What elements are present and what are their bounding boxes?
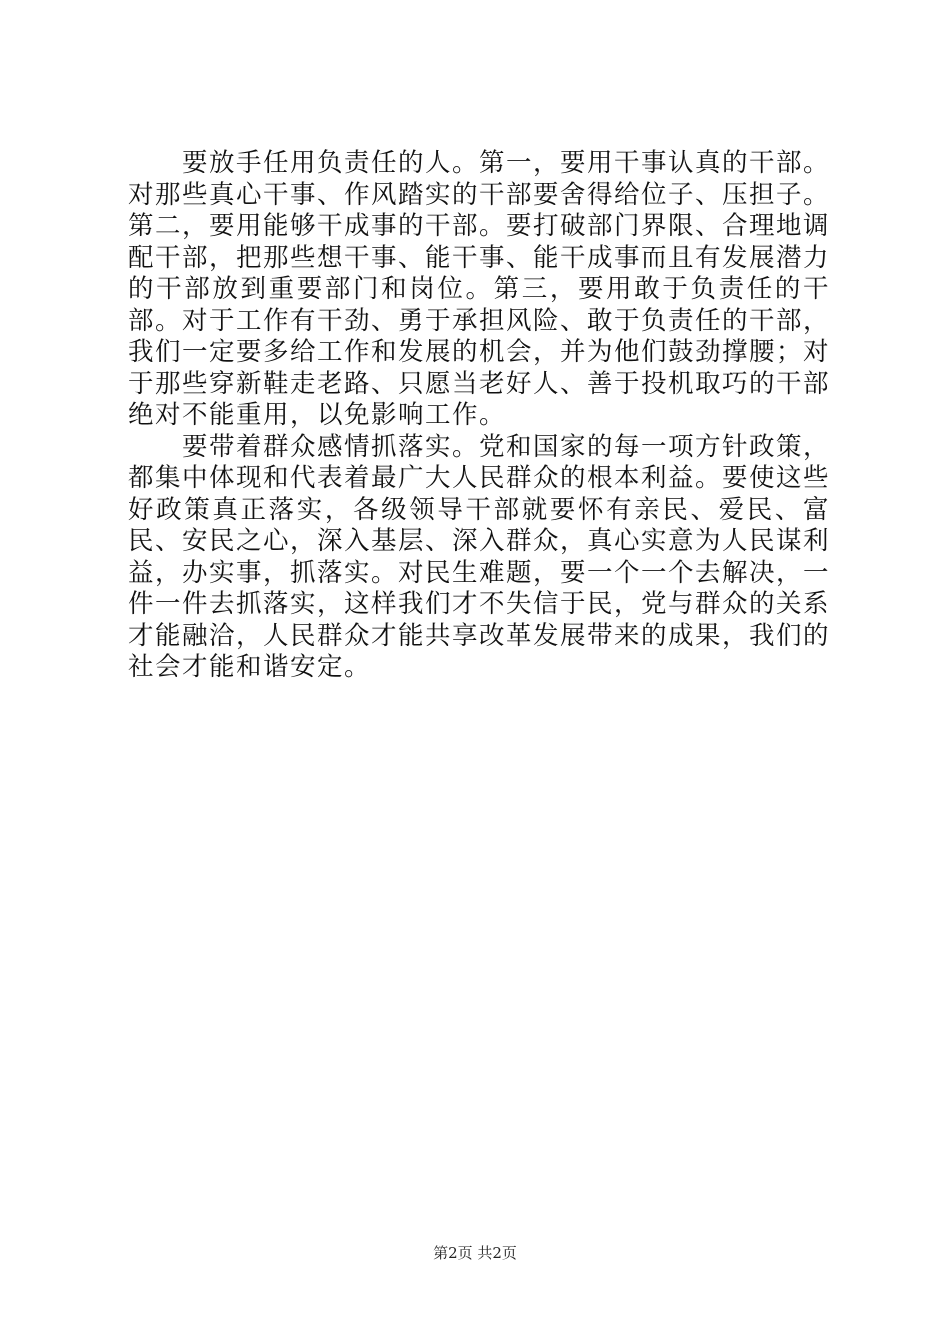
document-body	[128, 148, 830, 684]
paragraph-cadre-appointment: 要放手任用负责任的人。第一，要用干事认真的干部。对那些真心干事、作风踏实的干部要舍得给位子、压担子。第二，要用能够干成事的干部。要打破部门界限、合理地调配干部，把那些想干事、能干事、能干成事而且有发展潜力的干部放到重要部门和岗位。第三，要用敢于负责任的干部。对于工作有干劲、勇于承担风险、敢于负责任的干部，我们一定要多给工作和发展的机会，并为他们鼓劲撑腰；对于那些穿新鞋走老路、只愿当老好人、善于投机取巧的干部绝对不能重用，以免影响工作。	[128, 148, 831, 430]
page-footer: 第2页 共2页	[433, 1244, 517, 1262]
paragraph-mass-sentiment: 要带着群众感情抓落实。党和国家的每一项方针政策，都集中体现和代表着最广大人民群众的根本利益。要使这些好政策真正落实，各级领导干部就要怀有亲民、爱民、富民、安民之心，深入基层、深入群众，真心实意为人民谋利益，办实事，抓落实。对民生难题，要一个一个去解决，一件一件去抓落实，这样我们才不失信于民，党与群众的关系才能融洽，人民群众才能共享改革发展带来的成果，我们的社会才能和谐安定。	[128, 431, 831, 682]
